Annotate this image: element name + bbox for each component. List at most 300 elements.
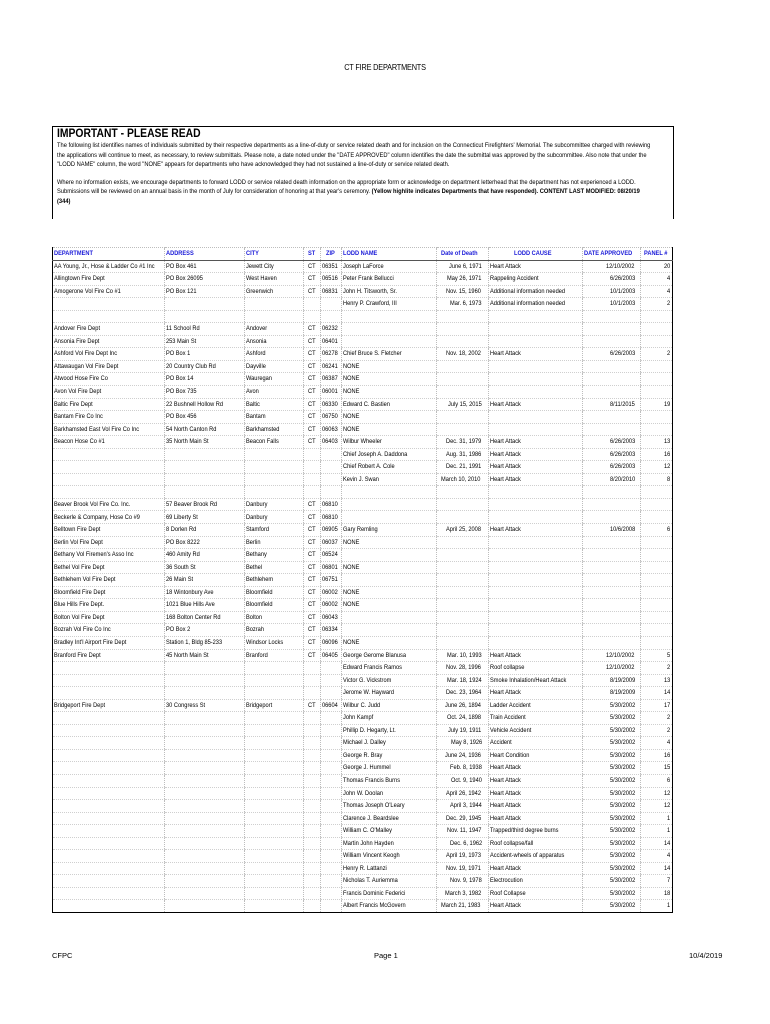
table-row <box>53 461 673 474</box>
cell-date-of-death <box>437 348 489 361</box>
cell-zip <box>321 549 342 562</box>
cell-state <box>304 649 321 662</box>
cell-zip-text: 06405 <box>322 651 338 659</box>
cell-date-of-death-text: May 8, 1926 <box>450 739 482 747</box>
cell-lodd-cause-text: Roof collapse/fall <box>490 839 534 847</box>
cell-address <box>165 461 245 474</box>
cell-state <box>304 423 321 436</box>
cell-date-approved <box>583 862 641 875</box>
cell-date-of-death <box>437 574 489 587</box>
cell-lodd-cause <box>489 825 583 838</box>
cell-panel-number-text: 12 <box>663 789 670 797</box>
cell-address-text: PO Box 8222 <box>166 538 200 546</box>
cell-lodd-name-text: George Gerome Blanusa <box>343 651 407 659</box>
cell-department <box>53 862 165 875</box>
cell-date-approved-text: 5/30/2002 <box>609 864 635 872</box>
cell-date-of-death-text: June 6, 1971 <box>448 262 482 270</box>
cell-city <box>245 360 304 373</box>
table-row <box>53 662 673 675</box>
cell-state-text: CT <box>307 350 316 358</box>
cell-lodd-cause <box>489 386 583 399</box>
table-row <box>53 398 673 411</box>
cell-date-approved-text: 10/1/2003 <box>609 287 635 295</box>
header-lodd-name <box>342 248 437 261</box>
cell-lodd-cause <box>489 599 583 612</box>
cell-zip <box>321 862 342 875</box>
cell-date-approved <box>583 649 641 662</box>
notice-paragraph-1: The following list identifies names of individuals submitted by their respective departments as a line-of-duty or service related death and for inclusion on the Connecticut Firefighters' Memorial. The subcommittee charged with reviewing the applications will continue to meet, as necessary, to review submittals. Please note, a date noted under the "DATE APPROVED" column identifies the date the submittal was approved by the subcommittee. Also note that under the "LODD NAME" column, the word "NONE" appears for departments who have acknowledged they had not sustained a line-of-duty or service related death. <box>57 142 651 169</box>
cell-lodd-name <box>342 674 437 687</box>
cell-zip <box>321 737 342 750</box>
cell-lodd-cause <box>489 549 583 562</box>
cell-city-text: Stamford <box>246 526 270 534</box>
cell-date-approved-text: 5/30/2002 <box>609 814 635 822</box>
cell-lodd-cause <box>489 486 583 499</box>
cell-panel-number <box>641 386 673 399</box>
cell-department <box>53 486 165 499</box>
cell-lodd-name-text: NONE <box>343 362 360 370</box>
cell-lodd-cause <box>489 574 583 587</box>
cell-city <box>245 473 304 486</box>
cell-address <box>165 273 245 286</box>
cell-lodd-cause <box>489 511 583 524</box>
cell-zip <box>321 486 342 499</box>
cell-zip-text: 06810 <box>322 513 338 521</box>
cell-date-approved <box>583 423 641 436</box>
cell-date-of-death <box>437 461 489 474</box>
cell-date-of-death-text: June 24, 1936 <box>445 751 482 759</box>
cell-address <box>165 724 245 737</box>
cell-address <box>165 636 245 649</box>
table-row <box>53 674 673 687</box>
cell-date-of-death <box>437 335 489 348</box>
cell-city-text: Berlin <box>246 538 261 546</box>
cell-date-of-death-text: May 26, 1971 <box>447 275 482 283</box>
cell-date-approved <box>583 712 641 725</box>
cell-city <box>245 687 304 700</box>
cell-zip <box>321 436 342 449</box>
cell-department-text: Baltic Fire Dept <box>54 400 93 408</box>
cell-date-approved <box>583 662 641 675</box>
cell-state <box>304 561 321 574</box>
cell-lodd-name-text: Joseph LaForce <box>343 262 384 270</box>
cell-date-of-death-text: Nov. 18, 2002 <box>446 350 482 358</box>
cell-department-text: Bradley Int'l Airport Fire Dept <box>54 638 127 646</box>
cell-lodd-cause-text: Smoke Inhalation/Heart Attack <box>490 676 567 684</box>
cell-panel-number <box>641 273 673 286</box>
cell-lodd-name <box>342 649 437 662</box>
cell-city <box>245 749 304 762</box>
cell-date-approved-text: 5/30/2002 <box>609 839 635 847</box>
cell-state <box>304 749 321 762</box>
cell-date-approved <box>583 762 641 775</box>
cell-city-text: Barkhamsted <box>246 425 280 433</box>
cell-department-text: Bethlehem Vol Fire Dept <box>54 576 116 584</box>
cell-lodd-cause <box>489 273 583 286</box>
cell-department <box>53 498 165 511</box>
cell-state-text: CT <box>307 701 316 709</box>
cell-address <box>165 335 245 348</box>
cell-address-text: 8 Dorlen Rd <box>166 526 197 534</box>
cell-address <box>165 486 245 499</box>
header-address <box>165 248 245 261</box>
cell-state-text: CT <box>307 388 316 396</box>
cell-panel-number <box>641 561 673 574</box>
cell-lodd-name <box>342 774 437 787</box>
header-department-label: DEPARTMENT <box>54 250 93 258</box>
cell-date-of-death <box>437 774 489 787</box>
cell-date-of-death-text: Dec. 21, 1991 <box>445 463 482 471</box>
cell-lodd-cause-text: Roof Collapse <box>490 889 526 897</box>
cell-city-text: Beacon Falls <box>246 438 279 446</box>
cell-department <box>53 662 165 675</box>
cell-address <box>165 649 245 662</box>
cell-department <box>53 850 165 863</box>
cell-city-text: Bloomfield <box>246 588 273 596</box>
cell-date-approved <box>583 310 641 323</box>
cell-lodd-cause-text: Heart Attack <box>490 864 521 872</box>
cell-department <box>53 887 165 900</box>
cell-date-of-death <box>437 875 489 888</box>
cell-lodd-name-text: John Kampf <box>343 714 374 722</box>
cell-date-approved <box>583 461 641 474</box>
cell-lodd-cause-text: Heart Attack <box>490 651 521 659</box>
cell-department <box>53 599 165 612</box>
cell-lodd-name <box>342 624 437 637</box>
cell-department <box>53 825 165 838</box>
cell-state <box>304 285 321 298</box>
cell-lodd-cause <box>489 498 583 511</box>
cell-address <box>165 310 245 323</box>
cell-panel-number-text: 14 <box>663 839 670 847</box>
cell-lodd-cause <box>489 862 583 875</box>
cell-zip-text: 06278 <box>322 350 338 358</box>
cell-zip <box>321 448 342 461</box>
cell-department-text: Barkhamsted East Vol Fire Co Inc <box>54 425 140 433</box>
cell-lodd-name-text: Wilbur Wheeler <box>343 438 382 446</box>
cell-lodd-cause <box>489 536 583 549</box>
table-row <box>53 699 673 712</box>
cell-state <box>304 662 321 675</box>
cell-address <box>165 762 245 775</box>
table-row <box>53 310 673 323</box>
cell-date-of-death <box>437 411 489 424</box>
header-date-of-death <box>437 248 489 261</box>
cell-department-text: Bolton Vol Fire Dept <box>54 613 105 621</box>
cell-lodd-name <box>342 298 437 311</box>
cell-date-approved-text: 5/30/2002 <box>609 889 635 897</box>
cell-state <box>304 436 321 449</box>
cell-date-of-death <box>437 636 489 649</box>
cell-date-approved <box>583 674 641 687</box>
cell-lodd-name-text: NONE <box>343 601 360 609</box>
cell-date-approved <box>583 386 641 399</box>
important-notice <box>52 126 674 219</box>
cell-address <box>165 398 245 411</box>
cell-date-of-death <box>437 285 489 298</box>
cell-zip <box>321 800 342 813</box>
cell-lodd-cause <box>489 323 583 336</box>
cell-date-approved <box>583 825 641 838</box>
cell-date-of-death <box>437 762 489 775</box>
cell-zip <box>321 699 342 712</box>
cell-department <box>53 285 165 298</box>
cell-panel-number-text: 13 <box>663 676 670 684</box>
cell-department <box>53 360 165 373</box>
cell-lodd-name <box>342 511 437 524</box>
cell-zip <box>321 323 342 336</box>
cell-lodd-cause-text: Heart Attack <box>490 463 521 471</box>
cell-lodd-name-text: Thomas Francis Burns <box>343 776 401 784</box>
cell-panel-number <box>641 260 673 273</box>
cell-department <box>53 687 165 700</box>
cell-zip-text: 06810 <box>322 500 338 508</box>
cell-lodd-cause <box>489 423 583 436</box>
cell-lodd-name-text: Chief Robert A. Cole <box>343 463 395 471</box>
cell-lodd-cause <box>489 900 583 913</box>
cell-date-of-death <box>437 310 489 323</box>
cell-date-approved <box>583 486 641 499</box>
cell-lodd-cause <box>489 348 583 361</box>
cell-lodd-cause-text: Heart Attack <box>490 802 521 810</box>
cell-date-approved-text: 6/26/2003 <box>609 438 635 446</box>
cell-date-of-death <box>437 812 489 825</box>
cell-zip <box>321 837 342 850</box>
cell-department <box>53 273 165 286</box>
cell-city <box>245 624 304 637</box>
cell-address <box>165 800 245 813</box>
cell-city <box>245 348 304 361</box>
cell-zip <box>321 636 342 649</box>
cell-city <box>245 712 304 725</box>
cell-lodd-cause <box>489 674 583 687</box>
cell-panel-number <box>641 599 673 612</box>
cell-state <box>304 335 321 348</box>
table-row <box>53 486 673 499</box>
cell-address-text: 36 South St <box>166 563 196 571</box>
cell-lodd-name-text: Michael J. Dalley <box>343 739 386 747</box>
cell-zip <box>321 662 342 675</box>
cell-panel-number <box>641 549 673 562</box>
cell-city-text: Baltic <box>246 400 260 408</box>
cell-city-text: Bethel <box>246 563 263 571</box>
cell-lodd-cause-text: Heart Attack <box>490 814 521 822</box>
cell-address <box>165 850 245 863</box>
cell-lodd-name <box>342 498 437 511</box>
cell-lodd-name-text: Peter Frank Bellucci <box>343 275 394 283</box>
cell-date-approved <box>583 774 641 787</box>
cell-lodd-name <box>342 360 437 373</box>
cell-panel-number <box>641 649 673 662</box>
cell-date-of-death <box>437 624 489 637</box>
cell-lodd-name <box>342 636 437 649</box>
table-row <box>53 787 673 800</box>
cell-date-of-death-text: June 26, 1894 <box>445 701 482 709</box>
cell-department <box>53 636 165 649</box>
cell-department <box>53 524 165 537</box>
cell-date-approved <box>583 586 641 599</box>
cell-date-of-death <box>437 260 489 273</box>
cell-zip <box>321 561 342 574</box>
cell-date-of-death-text: April 19, 1973 <box>446 852 482 860</box>
cell-lodd-cause <box>489 812 583 825</box>
cell-panel-number <box>641 636 673 649</box>
footer-organization: CFPC <box>52 951 73 960</box>
cell-lodd-name-text: NONE <box>343 588 360 596</box>
cell-panel-number <box>641 335 673 348</box>
cell-state-text: CT <box>307 287 316 295</box>
cell-address <box>165 900 245 913</box>
cell-zip <box>321 611 342 624</box>
cell-city-text: Wauregan <box>246 375 272 383</box>
cell-state <box>304 875 321 888</box>
cell-lodd-cause-text: Heart Condition <box>490 751 530 759</box>
cell-panel-number-text: 6 <box>667 526 671 534</box>
cell-date-of-death-text: July 19, 1911 <box>448 726 482 734</box>
cell-address <box>165 712 245 725</box>
cell-lodd-cause <box>489 636 583 649</box>
cell-zip <box>321 875 342 888</box>
cell-lodd-name-text: Victor G. Vickstrom <box>343 676 392 684</box>
cell-address <box>165 448 245 461</box>
cell-date-of-death <box>437 536 489 549</box>
cell-date-approved <box>583 348 641 361</box>
cell-date-approved <box>583 561 641 574</box>
cell-date-of-death <box>437 273 489 286</box>
cell-zip-text: 06096 <box>322 638 338 646</box>
table-row <box>53 774 673 787</box>
cell-lodd-cause <box>489 260 583 273</box>
cell-address <box>165 674 245 687</box>
cell-city-text: Avon <box>246 388 259 396</box>
cell-lodd-name <box>342 687 437 700</box>
cell-city <box>245 561 304 574</box>
cell-state <box>304 348 321 361</box>
cell-state <box>304 674 321 687</box>
cell-panel-number-text: 16 <box>663 751 670 759</box>
cell-department <box>53 461 165 474</box>
cell-zip <box>321 473 342 486</box>
cell-panel-number <box>641 862 673 875</box>
table-row <box>53 436 673 449</box>
cell-panel-number <box>641 800 673 813</box>
cell-panel-number <box>641 887 673 900</box>
cell-state <box>304 323 321 336</box>
cell-address <box>165 749 245 762</box>
table-row <box>53 273 673 286</box>
table-row <box>53 285 673 298</box>
cell-address-text: 69 Liberty St <box>166 513 198 521</box>
cell-address <box>165 787 245 800</box>
cell-zip <box>321 850 342 863</box>
cell-address <box>165 411 245 424</box>
cell-zip-text: 06905 <box>322 526 338 534</box>
cell-lodd-name-text: George R. Bray <box>343 751 383 759</box>
cell-department-text: Bethel Vol Fire Dept <box>54 563 105 571</box>
cell-address <box>165 837 245 850</box>
cell-lodd-cause <box>489 335 583 348</box>
cell-city <box>245 448 304 461</box>
cell-date-approved-text: 6/26/2003 <box>609 350 635 358</box>
cell-city <box>245 310 304 323</box>
cell-department <box>53 511 165 524</box>
cell-date-approved <box>583 436 641 449</box>
cell-department-text: Atwood Hose Fire Co <box>54 375 108 383</box>
cell-date-approved <box>583 837 641 850</box>
cell-city-text: Ashford <box>246 350 266 358</box>
notice-paragraph-2-text: Where no information exists, we encourage departments to forward LODD or service related death information on the appropriate form or acknowledge on department letterhead that the department has not experienced a LODD. Submissions will be reviewed on an annual basis in the month of July for consideration of honoring at that year's ceremony. <box>57 178 636 196</box>
cell-state <box>304 586 321 599</box>
cell-lodd-name <box>342 875 437 888</box>
cell-zip-text: 06831 <box>322 287 338 295</box>
cell-lodd-name <box>342 461 437 474</box>
cell-lodd-name <box>342 850 437 863</box>
cell-lodd-name <box>342 812 437 825</box>
cell-department <box>53 411 165 424</box>
cell-state-text: CT <box>307 638 316 646</box>
notice-heading: IMPORTANT - PLEASE READ <box>57 128 201 140</box>
cell-panel-number <box>641 436 673 449</box>
cell-city <box>245 649 304 662</box>
cell-lodd-name <box>342 549 437 562</box>
cell-department <box>53 674 165 687</box>
cell-lodd-name-text: NONE <box>343 538 360 546</box>
table-row <box>53 423 673 436</box>
cell-lodd-cause <box>489 298 583 311</box>
cell-department <box>53 900 165 913</box>
cell-date-of-death-text: Nov. 28, 1996 <box>446 664 482 672</box>
cell-city <box>245 887 304 900</box>
cell-lodd-name <box>342 398 437 411</box>
cell-state <box>304 712 321 725</box>
cell-zip <box>321 574 342 587</box>
cell-city <box>245 850 304 863</box>
cell-panel-number <box>641 586 673 599</box>
cell-city-text: Bozrah <box>246 626 264 634</box>
cell-zip <box>321 348 342 361</box>
cell-date-of-death-text: July 15, 2015 <box>447 400 482 408</box>
cell-date-approved-text: 12/10/2002 <box>605 651 635 659</box>
cell-zip <box>321 762 342 775</box>
cell-state <box>304 498 321 511</box>
cell-address-text: 168 Bolton Center Rd <box>166 613 221 621</box>
cell-zip <box>321 398 342 411</box>
cell-city-text: Andover <box>246 325 268 333</box>
cell-panel-number <box>641 448 673 461</box>
cell-panel-number <box>641 687 673 700</box>
cell-date-of-death-text: Nov. 15, 1960 <box>446 287 482 295</box>
cell-lodd-cause <box>489 787 583 800</box>
cell-city <box>245 762 304 775</box>
cell-department <box>53 749 165 762</box>
cell-lodd-name-text: NONE <box>343 375 360 383</box>
cell-address-text: PO Box 26095 <box>166 275 203 283</box>
table-body <box>53 260 673 912</box>
cell-zip-text: 06002 <box>322 601 338 609</box>
cell-zip-text: 06063 <box>322 425 338 433</box>
cell-state <box>304 360 321 373</box>
cell-panel-number <box>641 774 673 787</box>
cell-panel-number-text: 15 <box>663 764 670 772</box>
cell-city <box>245 298 304 311</box>
cell-department-text: Attawaugan Vol Fire Dept <box>54 362 119 370</box>
cell-lodd-name-text: George J. Hummel <box>343 764 391 772</box>
cell-lodd-cause-text: Heart Attack <box>490 475 521 483</box>
cell-zip-text: 06751 <box>322 576 338 584</box>
cell-date-approved <box>583 611 641 624</box>
cell-city <box>245 875 304 888</box>
cell-date-of-death <box>437 862 489 875</box>
